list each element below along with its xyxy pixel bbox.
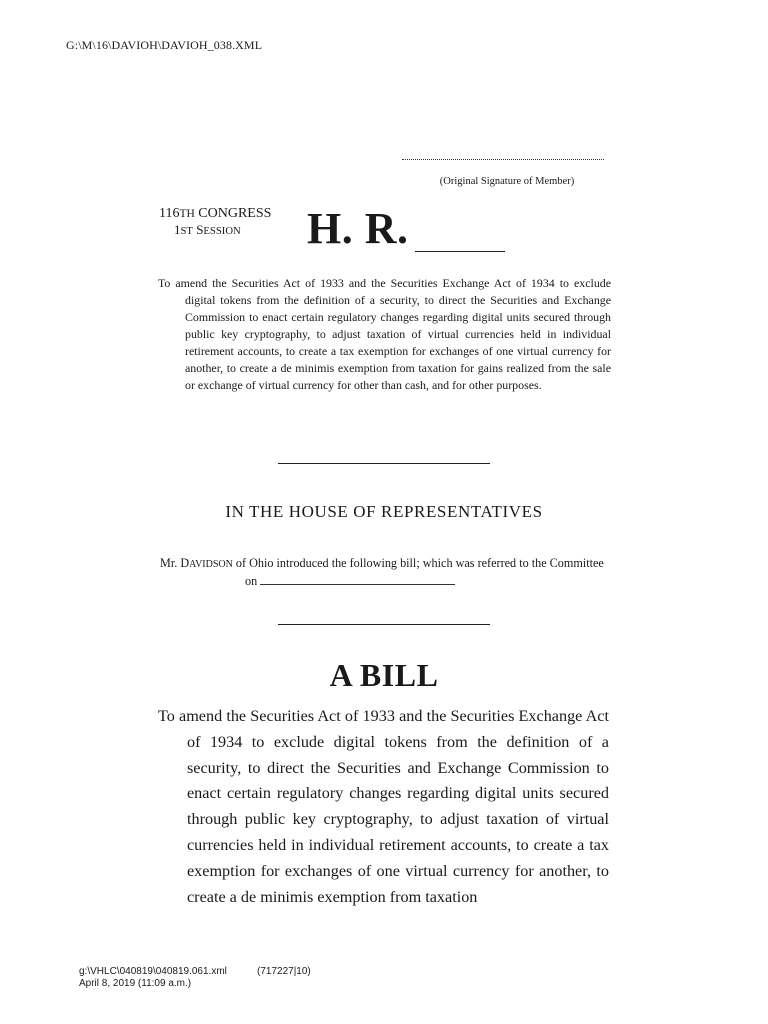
- session-word-rest: ESSION: [203, 226, 241, 237]
- introduction-paragraph: [160, 555, 610, 590]
- divider-rule-top: [278, 463, 490, 464]
- congress-number: 116: [159, 206, 180, 221]
- signature-caption: (Original Signature of Member): [439, 176, 575, 187]
- session-word-initial: S: [196, 222, 204, 237]
- sponsor-initial: D: [180, 556, 190, 570]
- signature-line: [402, 159, 604, 160]
- long-title: [158, 704, 609, 910]
- congress-session-block: [159, 206, 271, 240]
- short-title-text: To amend the Securities Act of 1933 and the Securities Exchange Act of 1934 to exclude digital tokens from the definition of a security, to direct the Securities and Exchange Commission to enact certain regulatory changes regarding digital units secured through public key cryptography, to adjust taxation of virtual currencies held in individual retirement accounts, to create a tax exemption for exchanges of one virtual currency for another, to create a de minimis exemption from taxation for gains realized from the sale or exchange of virtual currency for other than cash, and for other purposes.: [158, 276, 611, 392]
- footer-date: April 8, 2019 (11:09 a.m.): [79, 978, 192, 989]
- committee-blank: [260, 573, 455, 585]
- house-heading: IN THE HOUSE OF REPRESENTATIVES: [225, 502, 543, 521]
- file-path-header: G:\M\16\DAVIOH\DAVIOH_038.XML: [66, 38, 263, 52]
- congress-line: [159, 206, 271, 222]
- bill-number-blank: [415, 251, 505, 252]
- introduction-body: of Ohio introduced the following bill; which was referred to the Committee on: [232, 556, 604, 588]
- sponsor-name-rest: AVIDSON: [189, 559, 233, 570]
- session-ordinal: ST: [180, 226, 193, 237]
- bill-designation: H. R.: [307, 204, 409, 253]
- long-title-text: To amend the Securities Act of 1933 and the Securities Exchange Act of 1934 to exclude digital tokens from the definition of a security, to direct the Securities and Exchange Commission to enact certain regulatory changes regarding digital units secured through public key cryptography, to adjust taxation of virtual currencies held in individual retirement accounts, to create a tax exemption for exchanges of one virtual currency for another, to create a de minimis exemption from taxation: [158, 707, 609, 906]
- footer-meta: [79, 966, 227, 990]
- introduction-text: [160, 555, 610, 590]
- divider-rule-bottom: [278, 624, 490, 625]
- session-number: 1: [174, 222, 181, 237]
- bill-heading: A BILL: [329, 657, 439, 693]
- congress-ordinal: TH: [179, 208, 195, 220]
- session-line: [159, 222, 271, 240]
- footer-path: g:\VHLC\040819\040819.061.xml: [79, 966, 227, 977]
- sponsor-title: Mr.: [160, 556, 181, 570]
- short-title: [158, 275, 611, 394]
- footer-code: (717227|10): [257, 966, 311, 977]
- congress-word: CONGRESS: [198, 206, 272, 221]
